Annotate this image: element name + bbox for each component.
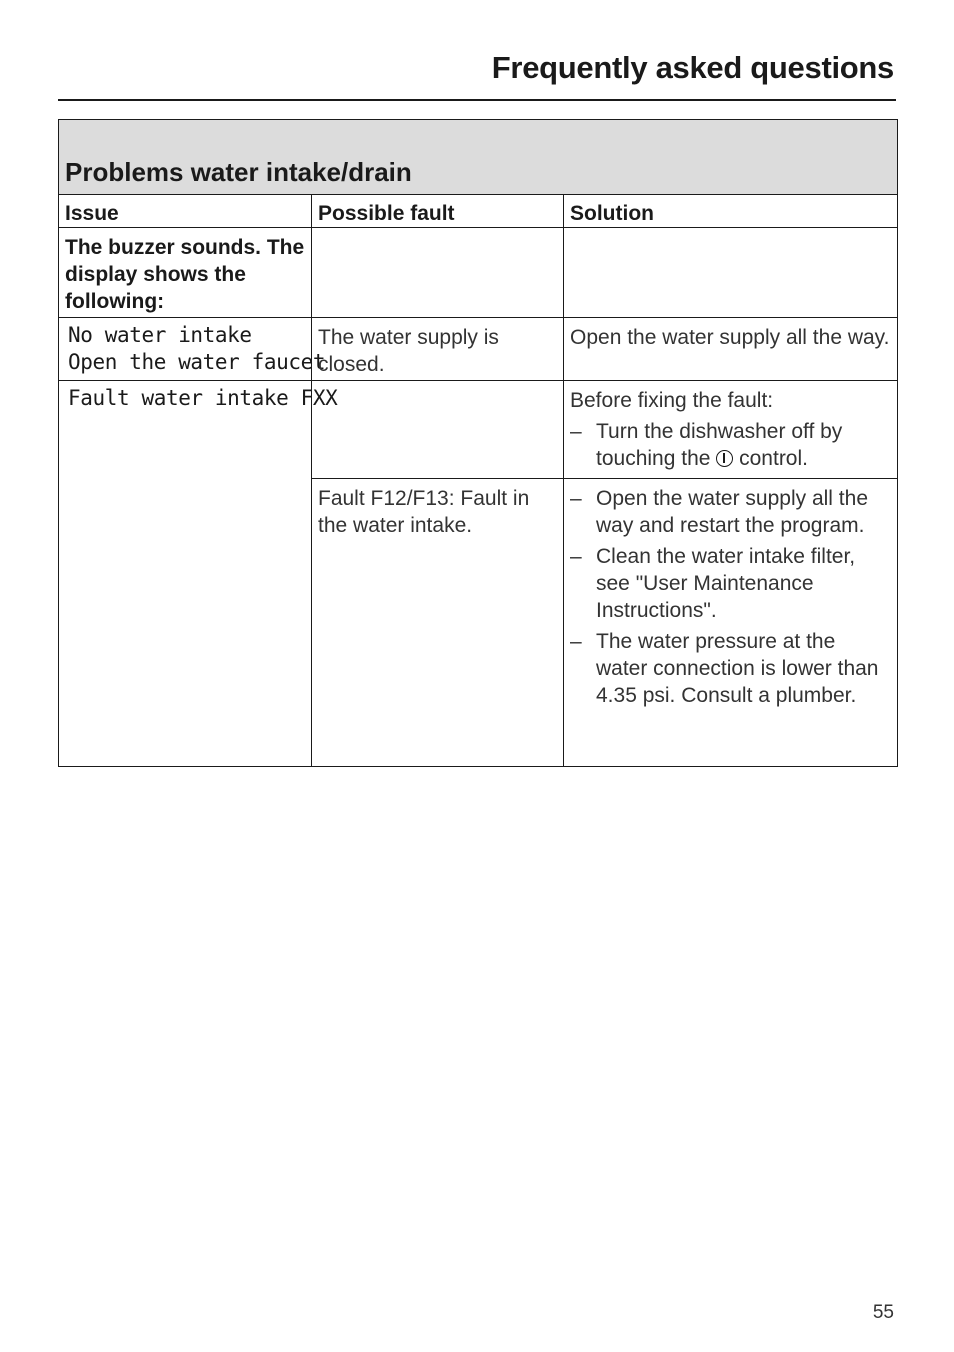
dash-bullet: – (570, 630, 582, 653)
fault-cell-empty (312, 381, 564, 479)
fault-cell-empty (312, 228, 564, 318)
solution-cell (564, 381, 898, 479)
issue-cell: The buzzer sounds. The display shows the following: (59, 228, 312, 318)
title-divider (58, 99, 896, 101)
section-title: Problems water intake/drain (59, 120, 898, 195)
dash-bullet: – (570, 545, 582, 568)
step-text: control. (739, 447, 808, 470)
display-line: Fault water intake FXX (68, 386, 338, 410)
step-text: Turn the dishwasher off by touching the (596, 420, 843, 470)
fault-cell: The water supply is closed. (312, 318, 564, 381)
solution-cell: Open the water supply all the way. (564, 318, 898, 381)
display-message-cell (59, 381, 338, 767)
page-title: Frequently asked questions (491, 50, 894, 85)
table-header-row (59, 195, 898, 228)
fault-cell: Fault F12/F13: Fault in the water intake. (312, 479, 564, 767)
display-line: Open the water faucet (68, 350, 326, 374)
page-number: 55 (872, 1302, 894, 1323)
solution-cell-empty (564, 228, 898, 318)
display-line: No water intake (68, 323, 252, 347)
step-text: The water pressure at the water connection is lower than 4.35 psi. Consult a plumber. (596, 630, 879, 707)
column-header-possible-fault: Possible fault (312, 195, 564, 228)
table-row (59, 318, 898, 381)
step-text: Open the water supply all the way and restart the program. (596, 487, 868, 537)
table-row (59, 228, 898, 318)
solution-step (570, 543, 891, 624)
dash-bullet: – (570, 487, 582, 510)
solution-cell (564, 479, 898, 767)
power-icon (716, 450, 733, 467)
dash-bullet: – (570, 420, 582, 443)
step-text: Clean the water intake filter, see "User Maintenance Instructions". (596, 545, 856, 622)
display-message-cell (59, 318, 326, 381)
faq-table (58, 119, 898, 767)
column-header-issue: Issue (59, 195, 312, 228)
solution-intro: Before fixing the fault: (570, 389, 774, 412)
table-row (59, 381, 898, 479)
solution-step (570, 418, 891, 472)
solution-step (570, 628, 891, 709)
solution-step (570, 485, 891, 539)
column-header-solution: Solution (564, 195, 898, 228)
